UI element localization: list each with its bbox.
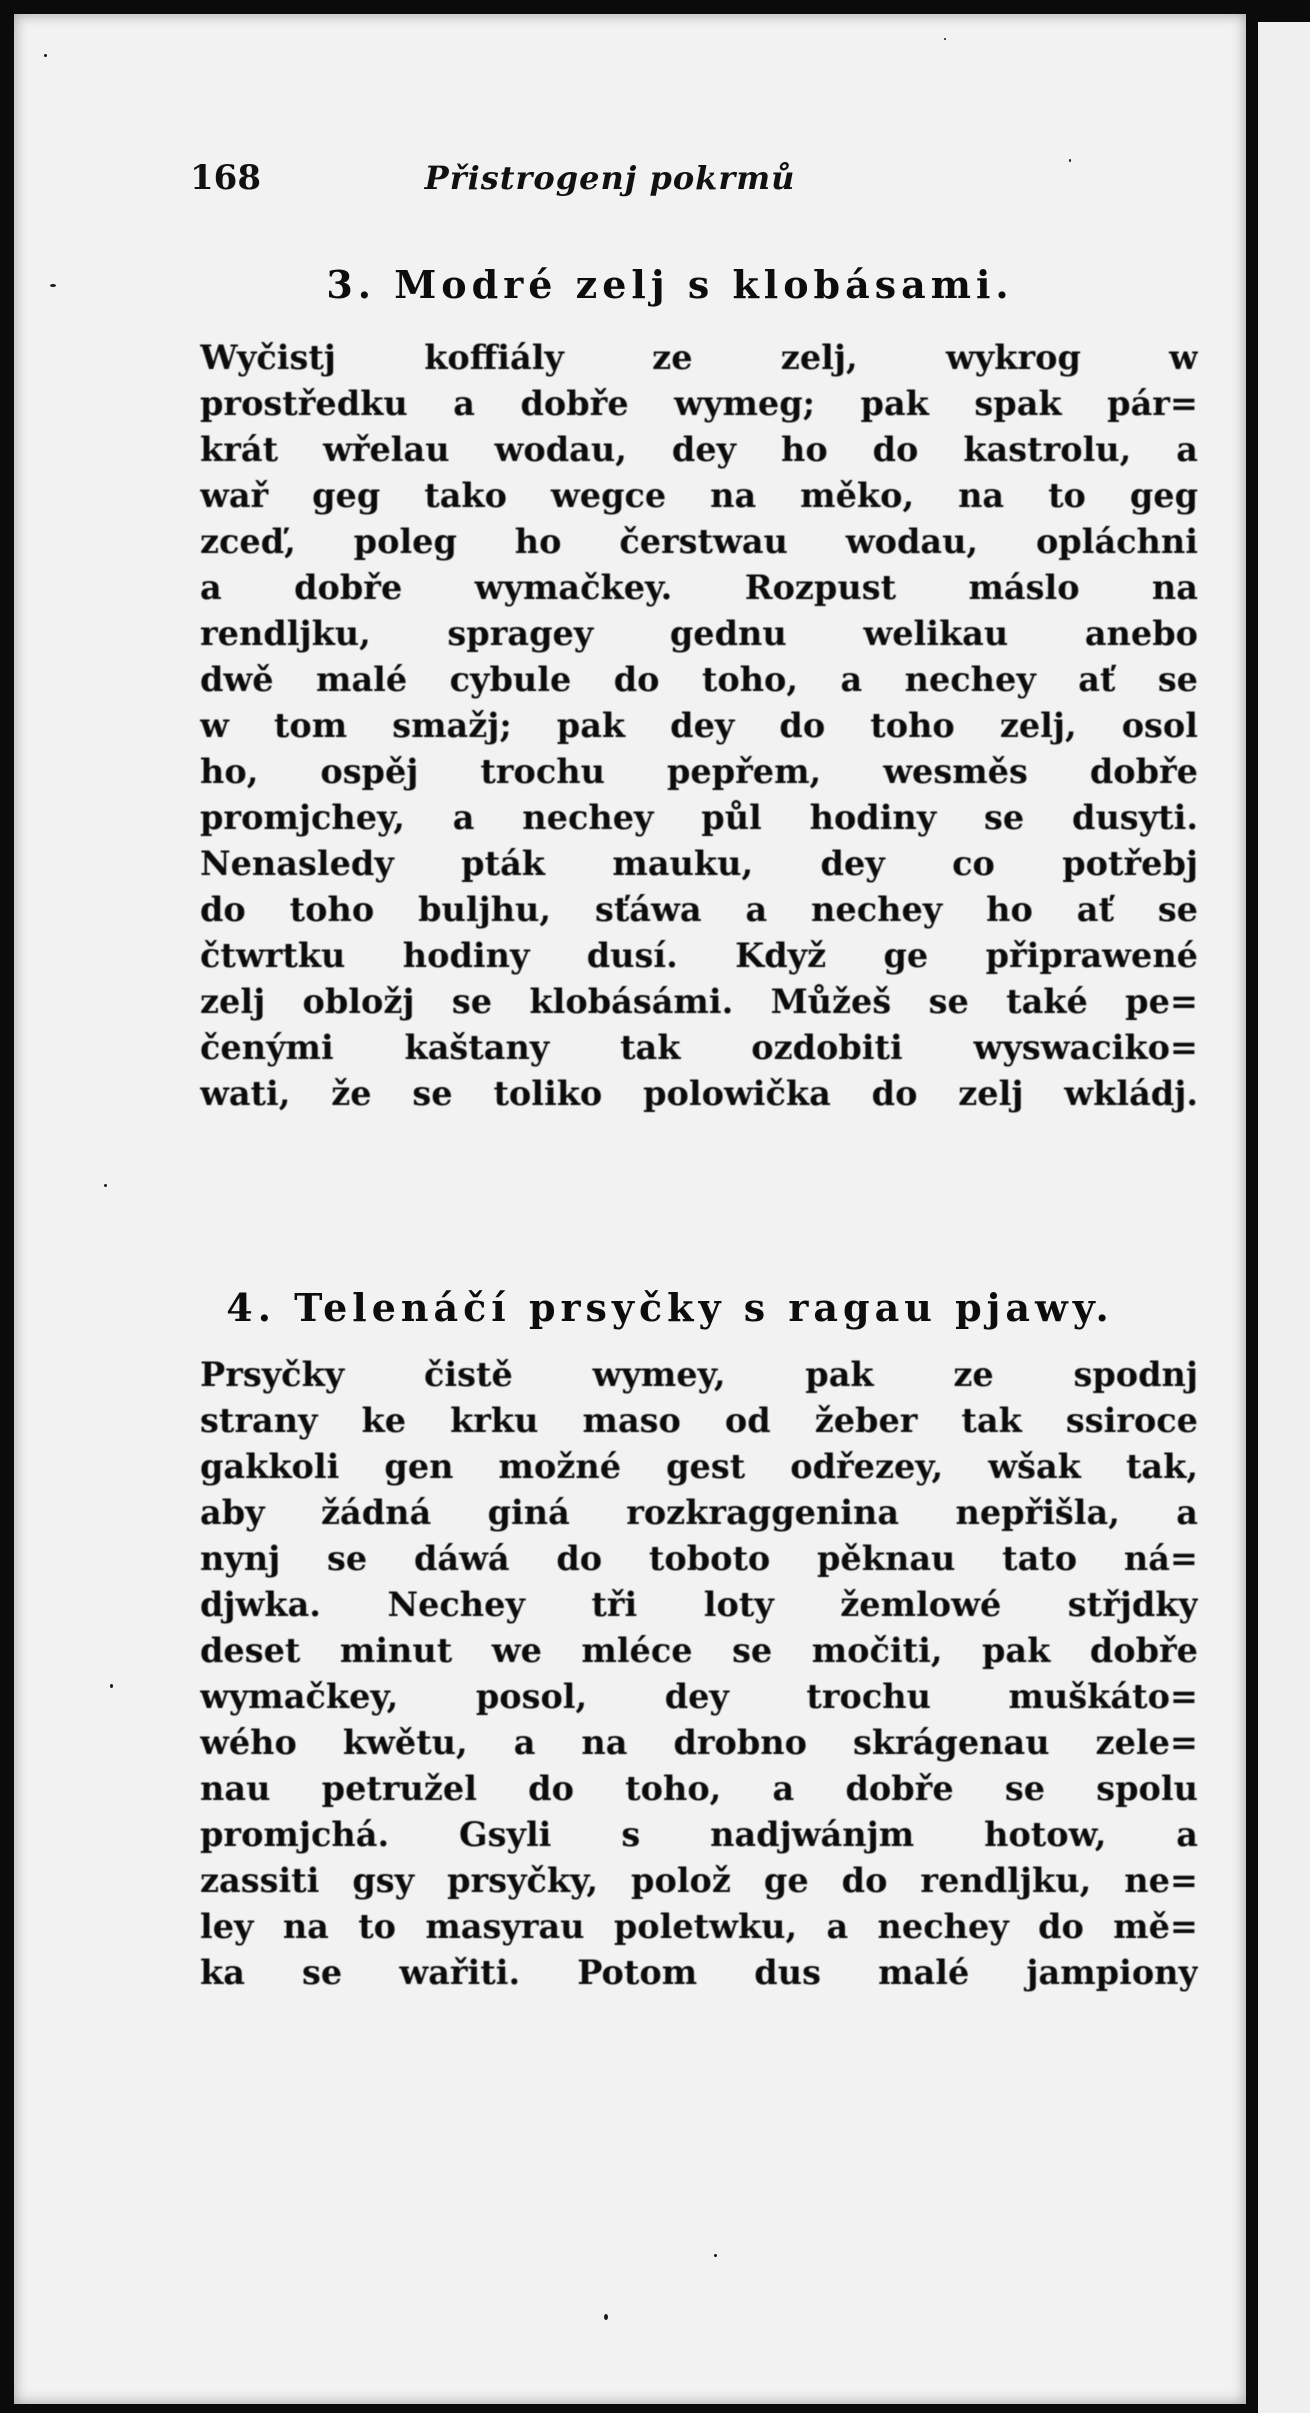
page-header: [190, 158, 910, 198]
text-line: wař geg tako wegce na měko, na to geg: [200, 476, 1198, 515]
paper-speck: [944, 38, 946, 40]
text-line: Nenasledy pták mauku, dey co potřebj: [200, 844, 1198, 883]
paper-speck: [1069, 159, 1071, 162]
text-line: rendljku, spragey gednu welikau anebo: [200, 614, 1198, 653]
text-line: wého kwětu, a na drobno skrágenau zele=: [200, 1723, 1198, 1762]
text-line: gakkoli gen možné gest odřezey, wšak tak,: [200, 1447, 1198, 1486]
section-3-body: [200, 335, 1198, 1117]
facing-page-edge: [1258, 22, 1310, 2413]
paper-speck: [604, 2314, 608, 2320]
text-line: w tom smažj; pak dey do toho zelj, osol: [200, 706, 1198, 745]
text-line: ley na to masyrau poletwku, a nechey do mě=: [200, 1907, 1198, 1946]
text-line: prostředku a dobře wymeg; pak spak pár=: [200, 384, 1198, 423]
text-line: promjchá. Gsyli s nadjwánjm hotow, a: [200, 1815, 1198, 1854]
text-line: zceď, poleg ho čerstwau wodau, opláchni: [200, 522, 1198, 561]
text-line: aby žádná giná rozkraggenina nepřišla, a: [200, 1493, 1198, 1532]
text-line: do toho buljhu, sťáwa a nechey ho ať se: [200, 890, 1198, 929]
section-heading-4: 4. Telenáčí prsyčky s ragau pjawy.: [226, 1285, 1114, 1330]
text-line: nau petružel do toho, a dobře se spolu: [200, 1769, 1198, 1808]
text-line: deset minut we mléce se močiti, pak dobře: [200, 1631, 1198, 1670]
text-line: dwě malé cybule do toho, a nechey ať se: [200, 660, 1198, 699]
text-line: čenými kaštany tak ozdobiti wyswaciko=: [200, 1028, 1198, 1067]
paper-speck: [110, 1684, 113, 1688]
text-line: djwka. Nechey tři loty žemlowé střjdky: [200, 1585, 1198, 1624]
page-gutter: [1246, 0, 1258, 2413]
text-line: zassiti gsy prsyčky, polož ge do rendljku, ne=: [200, 1861, 1198, 1900]
text-line: ho, ospěj trochu pepřem, wesměs dobře: [200, 752, 1198, 791]
text-line: strany ke krku maso od žeber tak ssiroce: [200, 1401, 1198, 1440]
text-line: wati, že se toliko polowička do zelj wkládj.: [200, 1074, 1198, 1113]
paper-speck: [714, 2254, 717, 2257]
paper-speck: [50, 284, 56, 287]
text-line: zelj obložj se klobásámi. Můžeš se také pe=: [200, 982, 1198, 1021]
text-line: Wyčistj koffiály ze zelj, wykrog w: [200, 338, 1198, 377]
page-number: 168: [190, 158, 261, 198]
paper-speck: [44, 54, 47, 57]
text-line: wymačkey, posol, dey trochu muškáto=: [200, 1677, 1198, 1716]
text-line: ka se wařiti. Potom dus malé jampiony: [200, 1953, 1198, 1992]
section-4-body: [200, 1352, 1198, 1996]
section-heading-3: 3. Modré zelj s klobásami.: [326, 262, 1014, 307]
text-line: promjchey, a nechey půl hodiny se dusyti.: [200, 798, 1198, 837]
paper-speck: [104, 1184, 107, 1187]
running-head: Přistrogenj pokrmů: [424, 159, 796, 197]
text-line: čtwrtku hodiny dusí. Když ge připrawené: [200, 936, 1198, 975]
text-line: Prsyčky čistě wymey, pak ze spodnj: [200, 1355, 1198, 1394]
text-line: nynj se dáwá do toboto pěknau tato ná=: [200, 1539, 1198, 1578]
text-line: krát wřelau wodau, dey ho do kastrolu, a: [200, 430, 1198, 469]
text-line: a dobře wymačkey. Rozpust máslo na: [200, 568, 1198, 607]
